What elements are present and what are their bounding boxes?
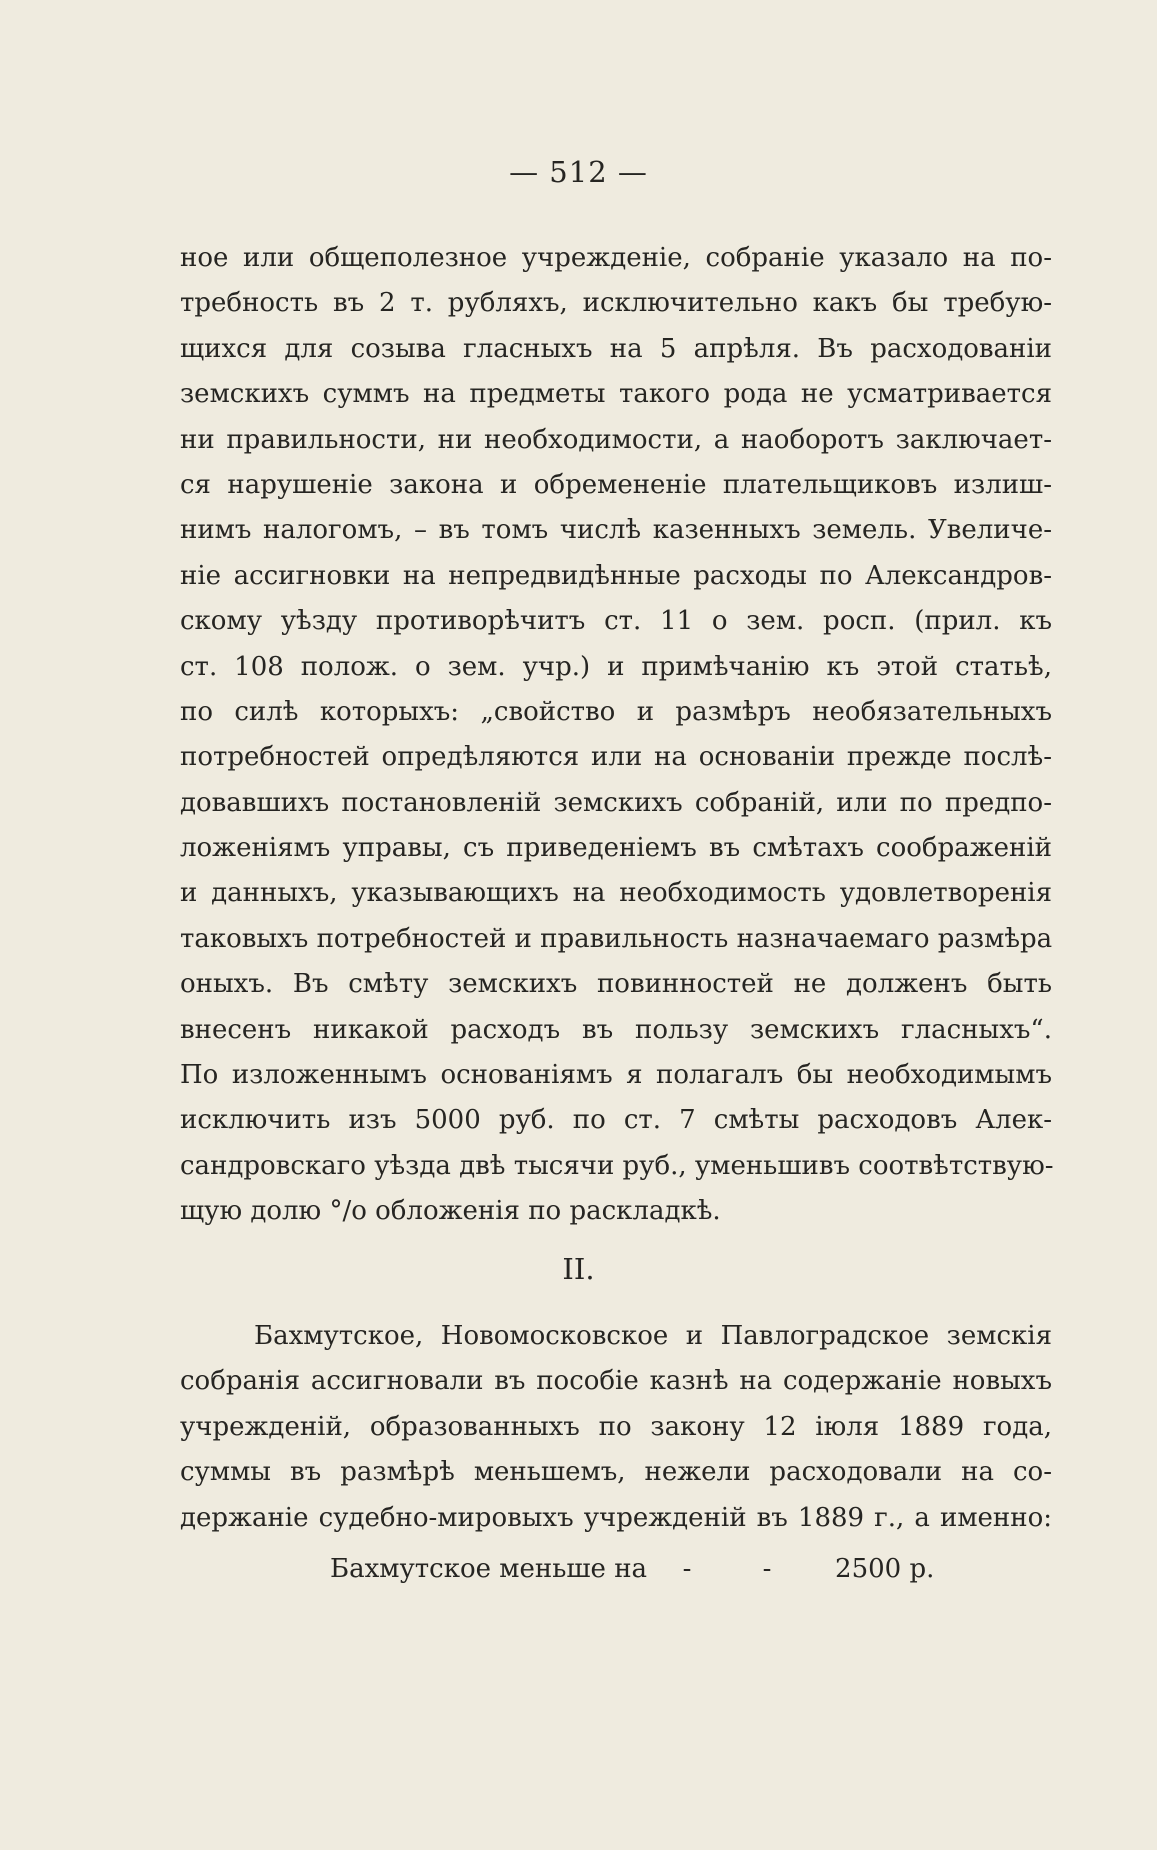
text-line: По изложеннымъ основаніямъ я полагалъ бы необходимымъ: [180, 1060, 1052, 1091]
text-line: ное или общеполезное учрежденіе, собраніе указало на по-: [180, 243, 1052, 273]
paragraph-1: [180, 236, 1052, 1235]
text-line: щую долю °/o обложенія по раскладкѣ.: [180, 1196, 721, 1227]
text-line: ся нарушеніе закона и обремененіе плательщиковъ излиш-: [180, 469, 1052, 500]
text-line: внесенъ никакой расходъ въ пользу земскихъ гласныхъ“.: [180, 1014, 1052, 1045]
text-line: оныхъ. Въ смѣту земскихъ повинностей не долженъ быть: [180, 969, 1052, 1000]
text-line: нимъ налогомъ, – въ томъ числѣ казенныхъ земель. Увеличе-: [180, 515, 1052, 546]
text-line: и данныхъ, указывающихъ на необходимость удовлетворенія: [180, 878, 1052, 909]
text-line: ложеніямъ управы, съ приведеніемъ въ смѣтахъ соображеній: [180, 833, 1052, 864]
text-line: щихся для созыва гласныхъ на 5 апрѣля. Въ расходованіи: [180, 333, 1052, 364]
text-line: скому уѣзду противорѣчитъ ст. 11 о зем. росп. (прил. къ: [180, 606, 1052, 637]
text-line: собранія ассигновали въ пособіе казнѣ на содержаніе новыхъ: [180, 1366, 1052, 1397]
text-line: Бахмутское, Новомосковское и Павлоградское земскія: [254, 1321, 1052, 1351]
paragraph-2: [180, 1314, 1052, 1541]
text-line: исключить изъ 5000 руб. по ст. 7 смѣты расходовъ Алек-: [180, 1105, 1052, 1136]
text-line: суммы въ размѣрѣ меньшемъ, нежели расходовали на со-: [180, 1457, 1052, 1488]
text-line: ни правильности, ни необходимости, а наоборотъ заключает-: [180, 424, 1052, 455]
amount-label: Бахмутское меньше на: [330, 1554, 648, 1584]
amount-row: [330, 1547, 934, 1592]
text-line: таковыхъ потребностей и правильность назначаемаго размѣра: [180, 923, 1053, 954]
text-line: требность въ 2 т. рубляхъ, исключительно какъ бы требую-: [180, 288, 1052, 319]
text-line: ніе ассигновки на непредвидѣнные расходы по Александров-: [180, 560, 1052, 591]
leader-dash: -: [682, 1554, 692, 1584]
text-line: сандровскаго уѣзда двѣ тысячи руб., уменьшивъ соотвѣтствую-: [180, 1150, 1054, 1181]
amount-value: 2500 р.: [835, 1554, 935, 1584]
text-line: довавшихъ постановленій земскихъ собраній, или по предпо-: [180, 787, 1052, 818]
text-line: по силѣ которыхъ: „свойство и размѣръ необязательныхъ: [180, 696, 1052, 727]
section-heading: II.: [562, 1252, 595, 1286]
leader-dash: -: [762, 1554, 772, 1584]
text-line: потребностей опредѣляются или на основаніи прежде послѣ-: [180, 742, 1052, 773]
text-line: земскихъ суммъ на предметы такого рода не усматривается: [180, 379, 1052, 410]
page-number: — 512 —: [509, 155, 648, 189]
text-line: ст. 108 полож. о зем. учр.) и примѣчанію къ этой статьѣ,: [180, 651, 1052, 682]
text-line: учрежденій, образованныхъ по закону 12 іюля 1889 года,: [180, 1411, 1052, 1442]
text-line: держаніе судебно-мировыхъ учрежденій въ 1889 г., а именно:: [180, 1502, 1052, 1533]
